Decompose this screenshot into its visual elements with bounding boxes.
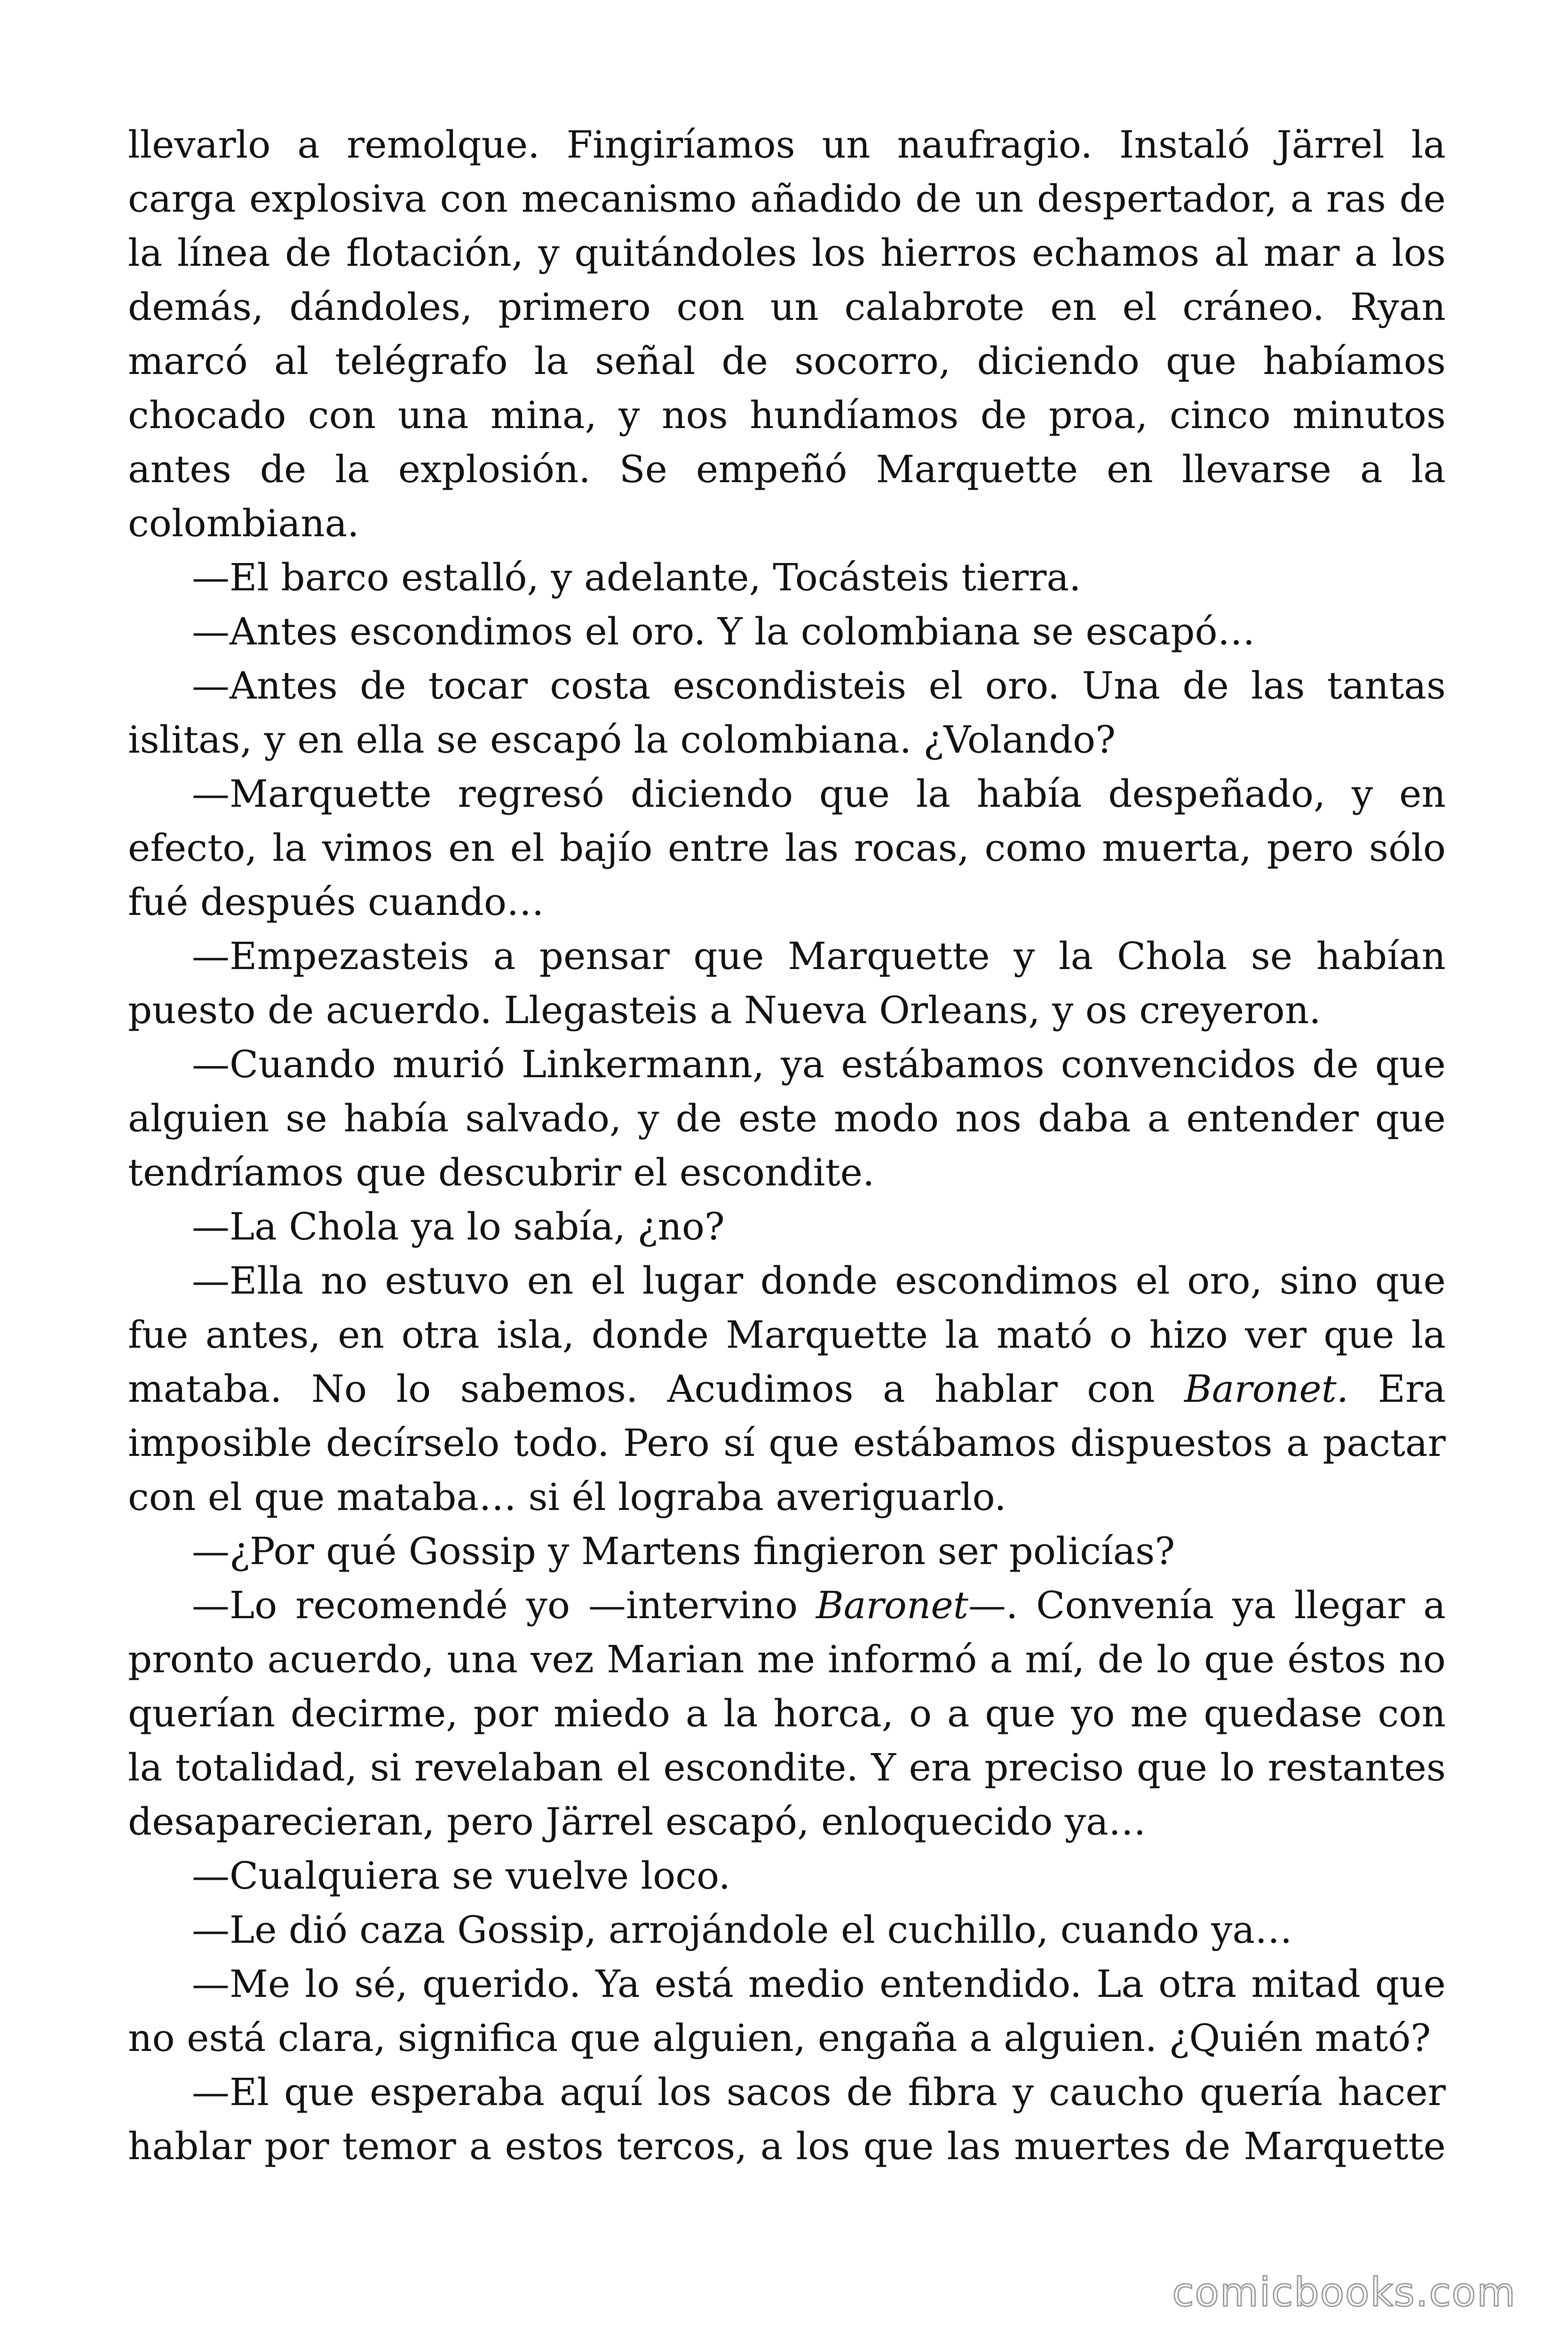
- text-segment: —Empezasteis a pensar que Marquette y la Chola se habían puesto de acuerdo. Llegasteis a Nueva Orleans, y os creyeron.: [128, 934, 1446, 1032]
- paragraph: [128, 1849, 1446, 1903]
- text-segment: llevarlo a remolque. Fingiríamos un naufragio. Instaló Järrel la carga explosiva con mecanismo añadido de un despertador, a ras de la línea de flotación, y quitándoles los hierros echamos al mar a los demás, dándoles, primero con un calabrote en el cráneo. Ryan marcó al telégrafo la señal de socorro, diciendo que habíamos chocado con una mina, y nos hundíamos de proa, cinco minutos antes de la explosión. Se empeñó Marquette en llevarse a la colombiana.: [128, 123, 1446, 545]
- paragraph: [128, 1524, 1446, 1578]
- text-segment: —Ella no estuvo en el lugar donde escondimos el oro, sino que fue antes, en otra isla, donde Marquette la mató o hizo ver que la mataba. No lo sabemos. Acudimos a hablar con: [128, 1259, 1446, 1411]
- text-segment: —Cualquiera se vuelve loco.: [192, 1854, 731, 1898]
- paragraph: [128, 1254, 1446, 1524]
- text-segment: —Me lo sé, querido. Ya está medio entendido. La otra mitad que no está clara, significa que alguien, engaña a alguien. ¿Quién mató?: [128, 1962, 1446, 2060]
- paragraph: [128, 1037, 1446, 1200]
- paragraph: [128, 1903, 1446, 1957]
- site-watermark: comicbooks.com: [1172, 2269, 1516, 2315]
- paragraph: [128, 118, 1446, 550]
- paragraph: [128, 767, 1446, 929]
- paragraph: [128, 550, 1446, 604]
- text-segment: —La Chola ya lo sabía, ¿no?: [192, 1205, 725, 1248]
- paragraph: [128, 659, 1446, 767]
- text-segment: —El barco estalló, y adelante, Tocásteis tierra.: [192, 556, 1081, 599]
- text-segment: —Le dió caza Gossip, arrojándole el cuchillo, cuando ya…: [192, 1908, 1293, 1952]
- body-text: [128, 118, 1446, 2173]
- text-segment: Era imposible decírselo todo. Pero sí que estábamos dispuestos a pactar con el que mataba… si él lograba averiguarlo.: [128, 1367, 1446, 1519]
- italic-name: Baronet.: [1184, 1367, 1349, 1411]
- italic-name: Baronet: [816, 1583, 968, 1627]
- paragraph: [128, 2065, 1446, 2173]
- paragraph: [128, 1578, 1446, 1849]
- paragraph: [128, 604, 1446, 659]
- text-segment: —El que esperaba aquí los sacos de fibra y caucho quería hacer hablar por temor a estos tercos, a los que las muertes de Marquette: [128, 2070, 1446, 2168]
- text-segment: —¿Por qué Gossip y Martens fingieron ser policías?: [192, 1529, 1175, 1573]
- text-segment: —Cuando murió Linkermann, ya estábamos convencidos de que alguien se había salvado, y de este modo nos daba a entender que tendríamos que descubrir el escondite.: [128, 1042, 1446, 1194]
- text-segment: —. Convenía ya llegar a pronto acuerdo, una vez Marian me informó a mí, de lo que éstos no querían decirme, por miedo a la horca, o a que yo me quedase con la totalidad, si revelaban el escondite. Y era preciso que lo restantes desaparecieran, pero Järrel escapó, enloquecido ya…: [128, 1583, 1446, 1843]
- paragraph: [128, 929, 1446, 1037]
- text-segment: —Antes de tocar costa escondisteis el oro. Una de las tantas islitas, y en ella se escapó la colombiana. ¿Volando?: [128, 664, 1446, 762]
- text-segment: —Lo recomendé yo —intervino: [192, 1583, 816, 1627]
- text-segment: —Antes escondimos el oro. Y la colombiana se escapó…: [192, 610, 1255, 653]
- paragraph: [128, 1957, 1446, 2065]
- text-segment: —Marquette regresó diciendo que la había despeñado, y en efecto, la vimos en el bajío entre las rocas, como muerta, pero sólo fué después cuando…: [128, 772, 1446, 924]
- paragraph: [128, 1200, 1446, 1254]
